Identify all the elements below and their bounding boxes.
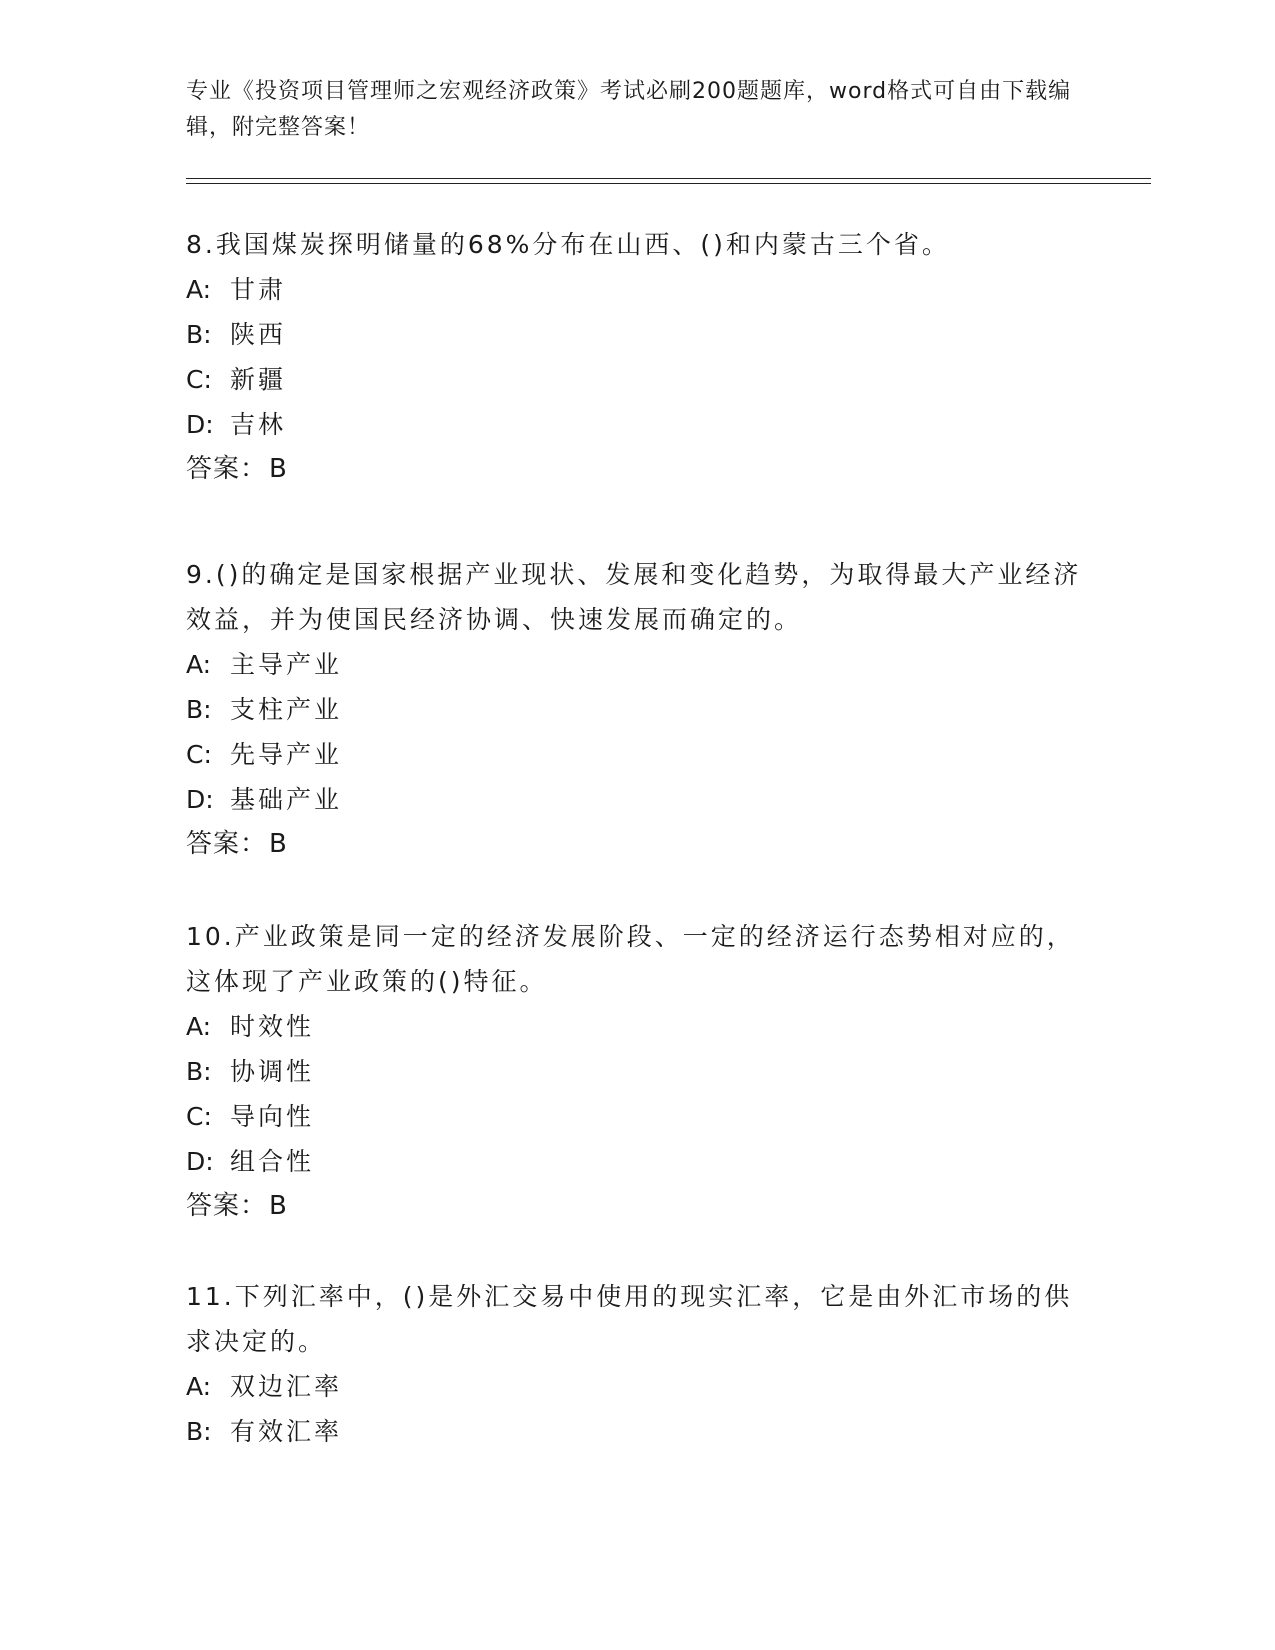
option-text: 组合性 bbox=[230, 1147, 315, 1176]
question-8 bbox=[186, 222, 1086, 492]
option-key: C: bbox=[186, 1102, 212, 1131]
option-key: B: bbox=[186, 695, 212, 724]
option-d bbox=[186, 1139, 1086, 1184]
option-d bbox=[186, 777, 1086, 822]
option-text: 有效汇率 bbox=[230, 1417, 343, 1446]
option-key: D: bbox=[186, 1147, 214, 1176]
answer-value: B bbox=[269, 1191, 288, 1221]
header-divider-top bbox=[186, 178, 1151, 179]
question-stem: 10.产业政策是同一定的经济发展阶段、一定的经济运行态势相对应的，这体现了产业政策的()特征。 bbox=[186, 922, 1075, 996]
question-10 bbox=[186, 914, 1086, 1229]
option-text: 主导产业 bbox=[230, 650, 343, 679]
option-text: 协调性 bbox=[230, 1057, 315, 1086]
option-a bbox=[186, 267, 1086, 312]
option-key: A: bbox=[186, 275, 212, 304]
option-a bbox=[186, 1004, 1086, 1049]
document-header bbox=[186, 74, 1086, 146]
option-key: B: bbox=[186, 1417, 212, 1446]
option-key: B: bbox=[186, 1057, 212, 1086]
answer-line bbox=[186, 447, 1086, 492]
option-a bbox=[186, 1364, 1086, 1409]
option-key: D: bbox=[186, 785, 214, 814]
question-11 bbox=[186, 1274, 1086, 1454]
option-text: 新疆 bbox=[230, 365, 287, 394]
answer-label: 答案： bbox=[186, 1191, 268, 1221]
option-text: 时效性 bbox=[230, 1012, 315, 1041]
answer-label: 答案： bbox=[186, 829, 268, 859]
option-key: A: bbox=[186, 1012, 212, 1041]
option-text: 甘肃 bbox=[230, 275, 287, 304]
option-key: D: bbox=[186, 410, 214, 439]
answer-label: 答案： bbox=[186, 454, 268, 484]
header-text: 专业《投资项目管理师之宏观经济政策》考试必刷200题题库，word格式可自由下载编辑，附完整答案！ bbox=[186, 79, 1072, 140]
question-9 bbox=[186, 552, 1086, 867]
option-text: 先导产业 bbox=[230, 740, 343, 769]
option-b bbox=[186, 1049, 1086, 1094]
answer-line bbox=[186, 1184, 1086, 1229]
option-key: C: bbox=[186, 740, 212, 769]
option-key: A: bbox=[186, 1372, 212, 1401]
option-key: B: bbox=[186, 320, 212, 349]
option-c bbox=[186, 1094, 1086, 1139]
option-c bbox=[186, 357, 1086, 402]
answer-value: B bbox=[269, 454, 288, 484]
option-b bbox=[186, 1409, 1086, 1454]
option-text: 支柱产业 bbox=[230, 695, 343, 724]
option-key: C: bbox=[186, 365, 212, 394]
option-text: 基础产业 bbox=[230, 785, 343, 814]
question-stem: 9.()的确定是国家根据产业现状、发展和变化趋势，为取得最大产业经济效益，并为使国民经济协调、快速发展而确定的。 bbox=[186, 560, 1082, 634]
answer-value: B bbox=[269, 829, 288, 859]
option-key: A: bbox=[186, 650, 212, 679]
option-text: 陕西 bbox=[230, 320, 287, 349]
option-c bbox=[186, 732, 1086, 777]
option-b bbox=[186, 687, 1086, 732]
option-text: 吉林 bbox=[230, 410, 287, 439]
header-divider-bottom bbox=[186, 183, 1151, 184]
question-stem: 11.下列汇率中，()是外汇交易中使用的现实汇率，它是由外汇市场的供求决定的。 bbox=[186, 1282, 1073, 1356]
option-b bbox=[186, 312, 1086, 357]
option-text: 双边汇率 bbox=[230, 1372, 343, 1401]
question-stem: 8.我国煤炭探明储量的68%分布在山西、()和内蒙古三个省。 bbox=[186, 230, 950, 259]
option-a bbox=[186, 642, 1086, 687]
answer-line bbox=[186, 822, 1086, 867]
option-d bbox=[186, 402, 1086, 447]
option-text: 导向性 bbox=[230, 1102, 315, 1131]
